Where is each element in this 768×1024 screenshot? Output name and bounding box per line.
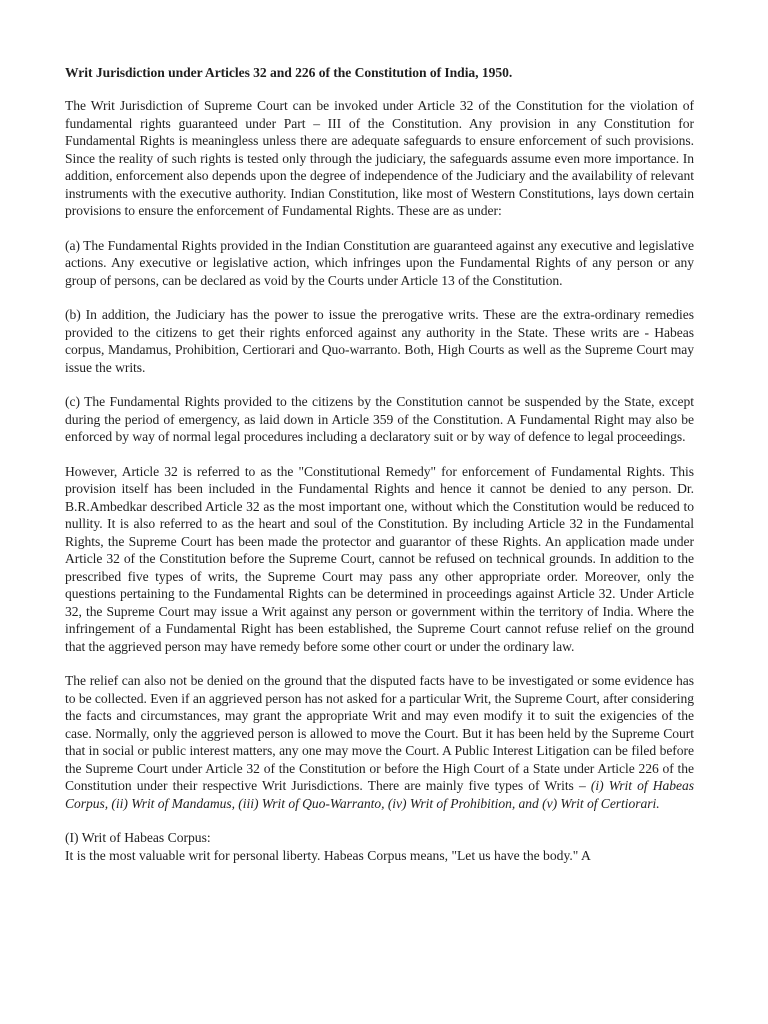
document-page <box>65 64 694 1024</box>
document-title: Writ Jurisdiction under Articles 32 and 226 of the Constitution of India, 1950. <box>65 65 513 80</box>
writ-types-list: (i) Writ of Habeas Corpus, (ii) Writ of Mandamus, (iii) Writ of Quo-Warranto, (iv) Writ of Prohibition, and (v) Writ of Certiorari. <box>65 778 694 811</box>
habeas-corpus-text: It is the most valuable writ for personal liberty. Habeas Corpus means, "Let us have the body." A <box>65 847 591 863</box>
point-a-paragraph: (a) The Fundamental Rights provided in the Indian Constitution are guaranteed against any executive and legislative actions. Any executive or legislative action, which infringes upon the Fundamental Rights of any person or any group of persons, can be declared as void by the Courts under Article 13 of the Constitution. <box>65 237 694 288</box>
article-32-paragraph: However, Article 32 is referred to as the "Constitutional Remedy" for enforcement of Fundamental Rights. This provision itself has been included in the Fundamental Rights and hence it cannot be denied to any person. Dr. B.R.Ambedkar described Article 32 as the most important one, without which the Constitution would be reduced to nullity. It is also referred to as the heart and soul of the Constitution. By including Article 32 in the Fundamental Rights, the Supreme Court has been made the protector and guarantor of these Rights. An application made under Article 32 of the Constitution before the Supreme Court, cannot be refused on technical grounds. In addition to the prescribed five types of writs, the Supreme Court may pass any other appropriate order. Moreover, only the questions pertaining to the Fundamental Rights can be determined in proceedings against Article 32. Under Article 32, the Supreme Court may issue a Writ against any person or government within the territory of India. Where the infringement of a Fundamental Right has been established, the Supreme Court cannot refuse relief on the ground that the aggrieved person may have remedy before some other court or under the ordinary law. <box>65 463 694 654</box>
relief-paragraph <box>65 672 694 812</box>
point-c-paragraph: (c) The Fundamental Rights provided to the citizens by the Constitution cannot be suspended by the State, except during the period of emergency, as laid down in Article 359 of the Constitution. A Fundamental Right may also be enforced by way of normal legal procedures including a declaratory suit or by way of defence to legal proceedings. <box>65 394 694 444</box>
habeas-corpus-heading: (I) Writ of Habeas Corpus: <box>65 830 211 845</box>
intro-paragraph: The Writ Jurisdiction of Supreme Court can be invoked under Article 32 of the Constitution for the violation of fundamental rights guaranteed under Part – III of the Constitution. Any provision in any Constitution for Fundamental Rights is meaningless unless there are adequate safeguards to ensure enforcement of such provisions. Since the reality of such rights is tested only through the judiciary, the safeguards assume even more importance. In addition, enforcement also depends upon the degree of independence of the Judiciary and the availability of relevant instruments with the executive authority. Indian Constitution, like most of Western Constitutions, lays down certain provisions to ensure the enforcement of Fundamental Rights. These are as under: <box>65 98 694 218</box>
relief-text: The relief can also not be denied on the ground that the disputed facts have to be investigated or some evidence has to be collected. Even if an aggrieved person has not asked for a particular Writ, the Supreme Court, after considering the facts and circumstances, may grant the appropriate Writ and may even modify it to suit the exigencies of the case. Normally, only the aggrieved person is allowed to move the Court. But it has been held by the Supreme Court that in social or public interest matters, any one may move the Court. A Public Interest Litigation can be filed before the Supreme Court under Article 32 of the Constitution or before the High Court of a State under Article 226 of the Constitution under their respective Writ Jurisdictions. There are mainly five types of Writs – <box>65 673 694 793</box>
point-b-paragraph: (b) In addition, the Judiciary has the power to issue the prerogative writs. These are the extra-ordinary remedies provided to the citizens to get their rights enforced against any authority in the State. These writs are - Habeas corpus, Mandamus, Prohibition, Certiorari and Quo-warranto. Both, High Courts as well as the Supreme Court may issue the writs. <box>65 307 694 375</box>
